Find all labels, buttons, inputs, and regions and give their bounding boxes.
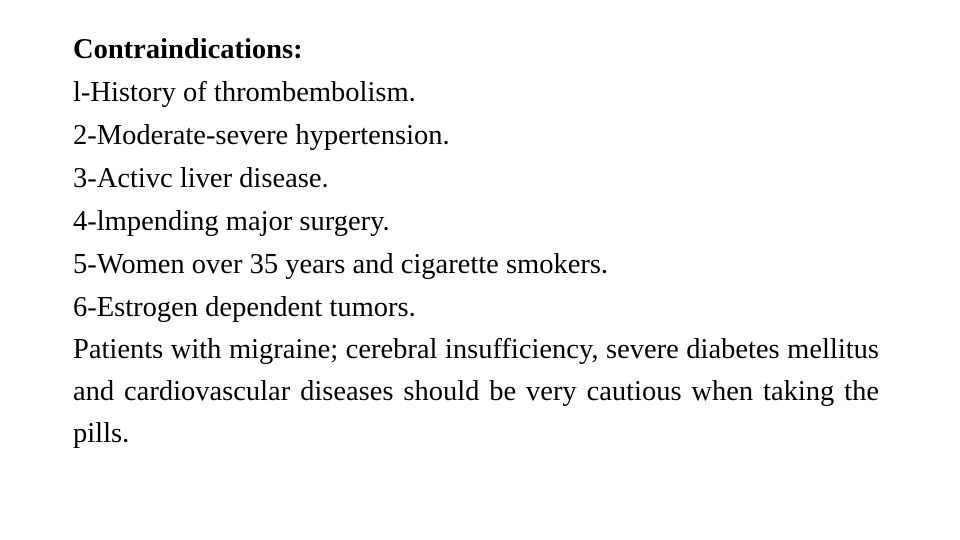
caution-note: Patients with migraine; cerebral insufficiency, severe diabetes mellitus and cardiovascular diseases should be very cautious when taking the pills.: [73, 334, 879, 449]
contraindication-item-2: 2-Moderate-severe hypertension.: [73, 120, 450, 151]
slide-content: [73, 28, 879, 455]
contraindication-item-3: 3-Activc liver disease.: [73, 163, 329, 194]
contraindication-item-4: 4-lmpending major surgery.: [73, 206, 390, 237]
contraindication-item-5: 5-Women over 35 years and cigarette smokers.: [73, 249, 609, 280]
contraindications-heading: Contraindications:: [73, 34, 303, 65]
contraindication-item-6: 6-Estrogen dependent tumors.: [73, 292, 416, 323]
contraindication-item-1: l-History of thrombembolism.: [73, 77, 416, 108]
